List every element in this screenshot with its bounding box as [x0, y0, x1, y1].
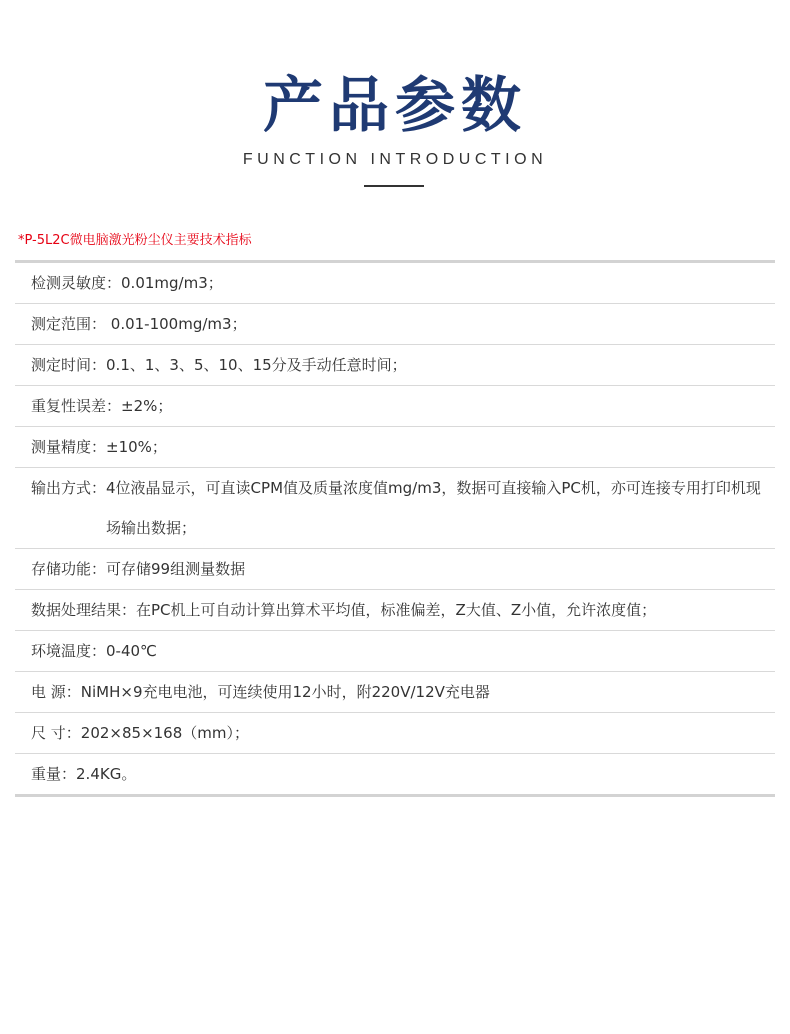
- spec-row-accuracy: [15, 427, 775, 468]
- spec-value: 202×85×168（mm）；: [80, 724, 249, 742]
- spec-value: ±10%；: [106, 438, 167, 456]
- spec-row-storage: [15, 549, 775, 590]
- spec-label: 环境温度：: [31, 642, 107, 660]
- spec-label: 重复性误差：: [31, 397, 122, 415]
- spec-label: 重量：: [31, 765, 77, 783]
- spec-label: 测定范围：: [31, 315, 107, 333]
- spec-value: 4位液晶显示，可直读CPM值及质量浓度值mg/m3，数据可直接输入PC机，亦可连接专用打印机现场输出数据；: [106, 479, 761, 537]
- spec-value: NiMH×9充电电池，可连续使用12小时，附220V/12V充电器: [80, 683, 490, 701]
- spec-value: 在PC机上可自动计算出算术平均值，标准偏差，Z大值、Z小值，允许浓度值；: [136, 601, 657, 619]
- spec-row-weight: [15, 754, 775, 794]
- spec-value: 0.01mg/m3；: [121, 274, 223, 292]
- spec-label: 测定时间：: [31, 356, 107, 374]
- spec-label: 电 源：: [31, 683, 81, 701]
- spec-label: 输出方式：: [31, 479, 107, 497]
- spec-row-dimensions: [15, 713, 775, 754]
- title-divider: [364, 185, 424, 187]
- spec-row-time: [15, 345, 775, 386]
- spec-value: ±2%；: [121, 397, 173, 415]
- spec-row-temperature: [15, 631, 775, 672]
- spec-value: 可存储99组测量数据: [106, 560, 246, 578]
- spec-row-power: [15, 672, 775, 713]
- page-title: 产品参数: [263, 71, 527, 141]
- spec-note: *P-5L2C微电脑激光粉尘仪主要技术指标: [18, 233, 252, 248]
- spec-value: 0.1、1、3、5、10、15分及手动任意时间；: [106, 356, 407, 374]
- spec-row-repeatability: [15, 386, 775, 427]
- spec-label: 尺 寸：: [31, 724, 81, 742]
- spec-row-sensitivity: [15, 263, 775, 304]
- spec-value: 0.01-100mg/m3；: [106, 315, 247, 333]
- spec-row-range: [15, 304, 775, 345]
- spec-label: 测量精度：: [31, 438, 107, 456]
- spec-label: 数据处理结果：: [31, 601, 137, 619]
- spec-row-processing: [15, 590, 775, 631]
- spec-table: [15, 260, 775, 797]
- spec-label: 检测灵敏度：: [31, 274, 122, 292]
- page-subtitle: FUNCTION INTRODUCTION: [242, 151, 548, 168]
- spec-value: 2.4KG。: [76, 765, 137, 783]
- spec-row-output: [15, 468, 775, 549]
- spec-value: 0-40℃: [106, 642, 157, 660]
- spec-label: 存储功能：: [31, 560, 107, 578]
